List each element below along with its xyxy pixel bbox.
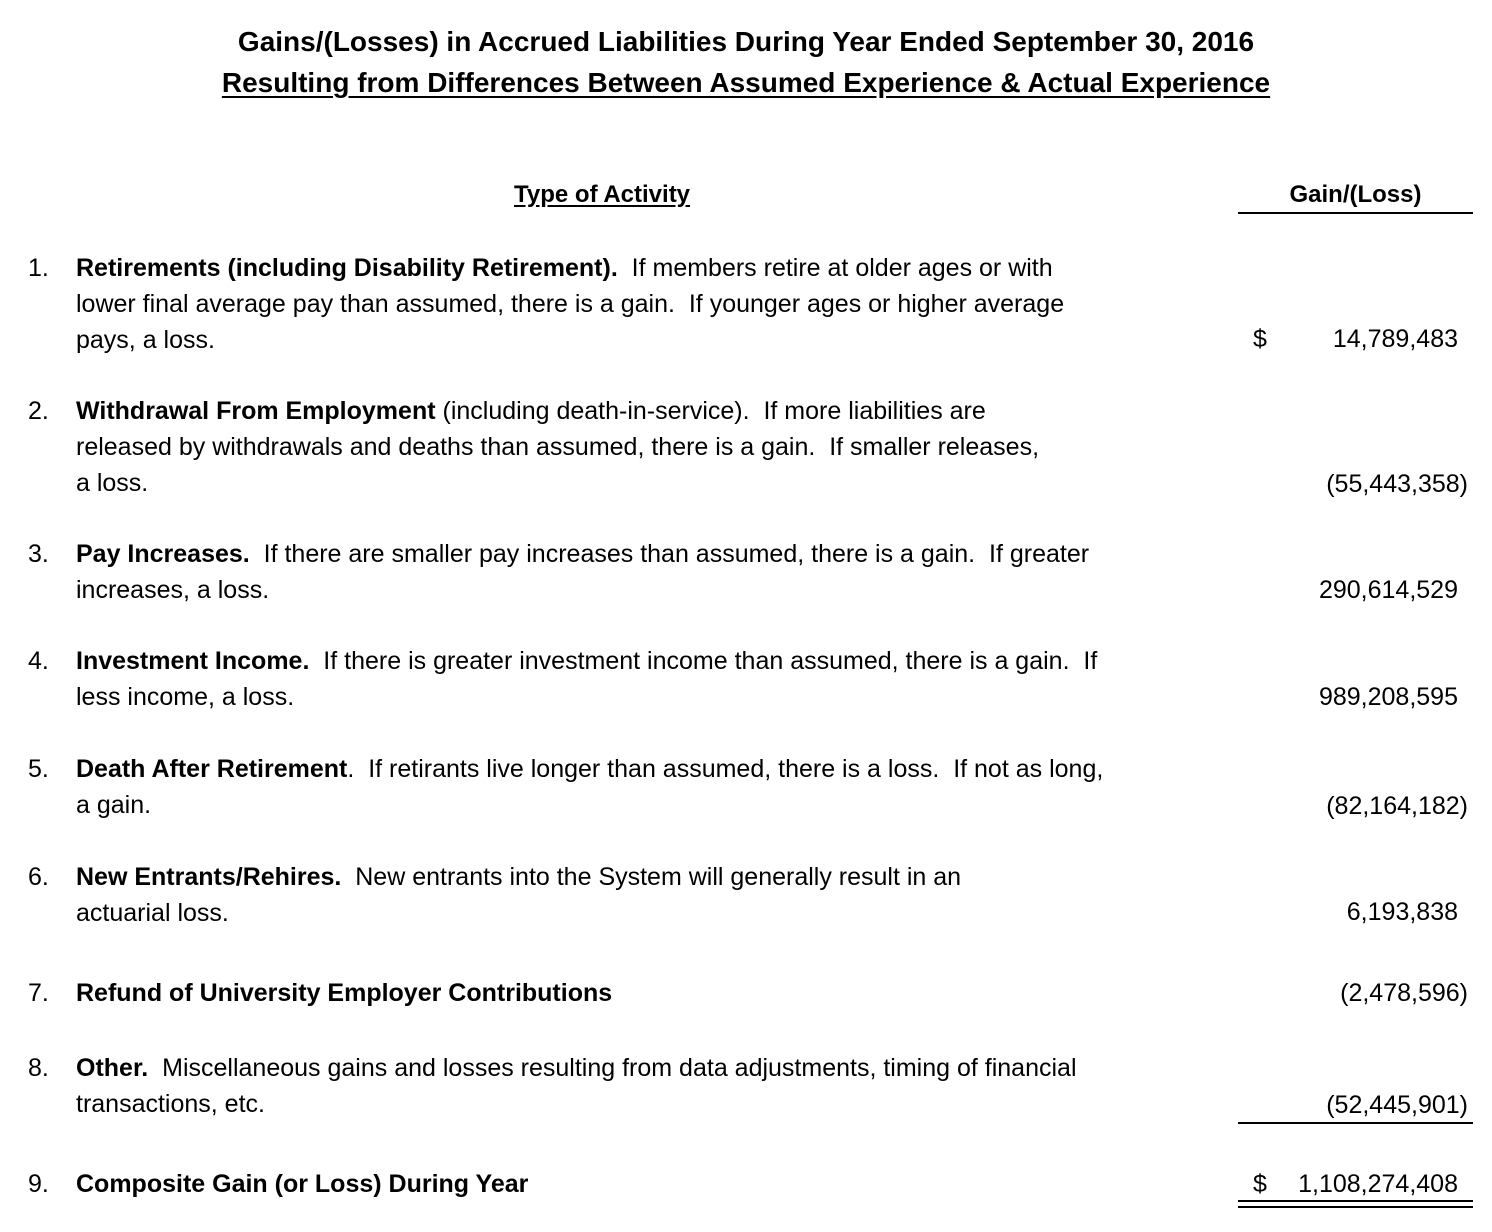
item-number: 7.	[28, 979, 49, 1007]
item-description	[76, 536, 1089, 608]
item-lead: Withdrawal From Employment	[76, 397, 436, 425]
page-subtitle: Resulting from Differences Between Assumed Experience & Actual Experience	[221, 67, 1271, 98]
page-title: Gains/(Losses) in Accrued Liabilities During Year Ended September 30, 2016	[237, 26, 1255, 57]
gain-loss-amount: (82,164,182)	[1326, 792, 1468, 820]
item-lead: Investment Income.	[76, 647, 310, 675]
currency-symbol: $	[1253, 325, 1267, 353]
item-text-line: . If retirants live longer than assumed, there is a loss. If not as long,	[347, 755, 1104, 783]
item-lead: Death After Retirement	[76, 755, 348, 783]
item-description	[76, 643, 1097, 715]
item-description	[76, 751, 1103, 823]
item-text-line: transactions, etc.	[76, 1090, 265, 1118]
item-text-line: less income, a loss.	[76, 683, 295, 711]
item-lead: Composite Gain (or Loss) During Year	[76, 1170, 529, 1198]
item-text-line: If there are smaller pay increases than assumed, there is a gain. If greater	[249, 540, 1090, 568]
item-number: 4.	[28, 647, 49, 675]
item-description	[76, 975, 612, 1011]
item-text-line: a gain.	[76, 791, 152, 819]
item-text-line: increases, a loss.	[76, 576, 270, 604]
item-text-line: If members retire at older ages or with	[617, 254, 1053, 282]
total-currency-symbol: $	[1253, 1170, 1267, 1198]
gain-loss-amount: (2,478,596)	[1340, 979, 1468, 1007]
gain-loss-amount: 14,789,483	[1332, 325, 1458, 353]
item-number: 2.	[28, 397, 49, 425]
gain-loss-amount: 6,193,838	[1346, 898, 1458, 926]
column-header-gain-loss: Gain/(Loss)	[1238, 180, 1473, 214]
item-lead: Retirements (including Disability Retirement).	[76, 254, 618, 282]
item-lead: Refund of University Employer Contributions	[76, 979, 613, 1007]
gain-loss-amount: 989,208,595	[1318, 683, 1458, 711]
gain-loss-amount: (52,445,901)	[1326, 1091, 1468, 1119]
column-header-activity: Type of Activity	[514, 181, 691, 208]
item-text-line: (including death-in-service). If more liabilities are	[435, 397, 986, 425]
total-double-rule-top	[1238, 1200, 1473, 1202]
item-number: 3.	[28, 540, 49, 568]
item-lead: Other.	[76, 1054, 149, 1082]
item-number: 9.	[28, 1170, 49, 1198]
item-text-line: Miscellaneous gains and losses resulting from data adjustments, timing of financial	[148, 1054, 1077, 1082]
gain-loss-amount: 290,614,529	[1318, 576, 1458, 604]
item-description	[76, 393, 1039, 501]
item-description	[76, 1050, 1077, 1122]
item-number: 6.	[28, 863, 49, 891]
item-text-line: a loss.	[76, 469, 149, 497]
item-text-line: released by withdrawals and deaths than assumed, there is a gain. If smaller releases,	[76, 433, 1040, 461]
item-text-line: pays, a loss.	[76, 326, 215, 354]
item-lead: New Entrants/Rehires.	[76, 863, 342, 891]
item-description	[76, 250, 1064, 358]
item-description	[76, 859, 961, 931]
item-description	[76, 1166, 528, 1202]
total-double-rule-bottom	[1238, 1206, 1473, 1208]
subtotal-rule	[1238, 1122, 1473, 1124]
item-lead: Pay Increases.	[76, 540, 250, 568]
total-amount: 1,108,274,408	[1298, 1170, 1458, 1198]
item-number: 5.	[28, 755, 49, 783]
item-number: 8.	[28, 1054, 49, 1082]
item-text-line: actuarial loss.	[76, 899, 229, 927]
gain-loss-amount: (55,443,358)	[1326, 470, 1468, 498]
item-text-line: If there is greater investment income than assumed, there is a gain. If	[309, 647, 1098, 675]
item-text-line: lower final average pay than assumed, there is a gain. If younger ages or higher average	[76, 290, 1065, 318]
item-text-line: New entrants into the System will generally result in an	[341, 863, 962, 891]
item-number: 1.	[28, 254, 49, 282]
